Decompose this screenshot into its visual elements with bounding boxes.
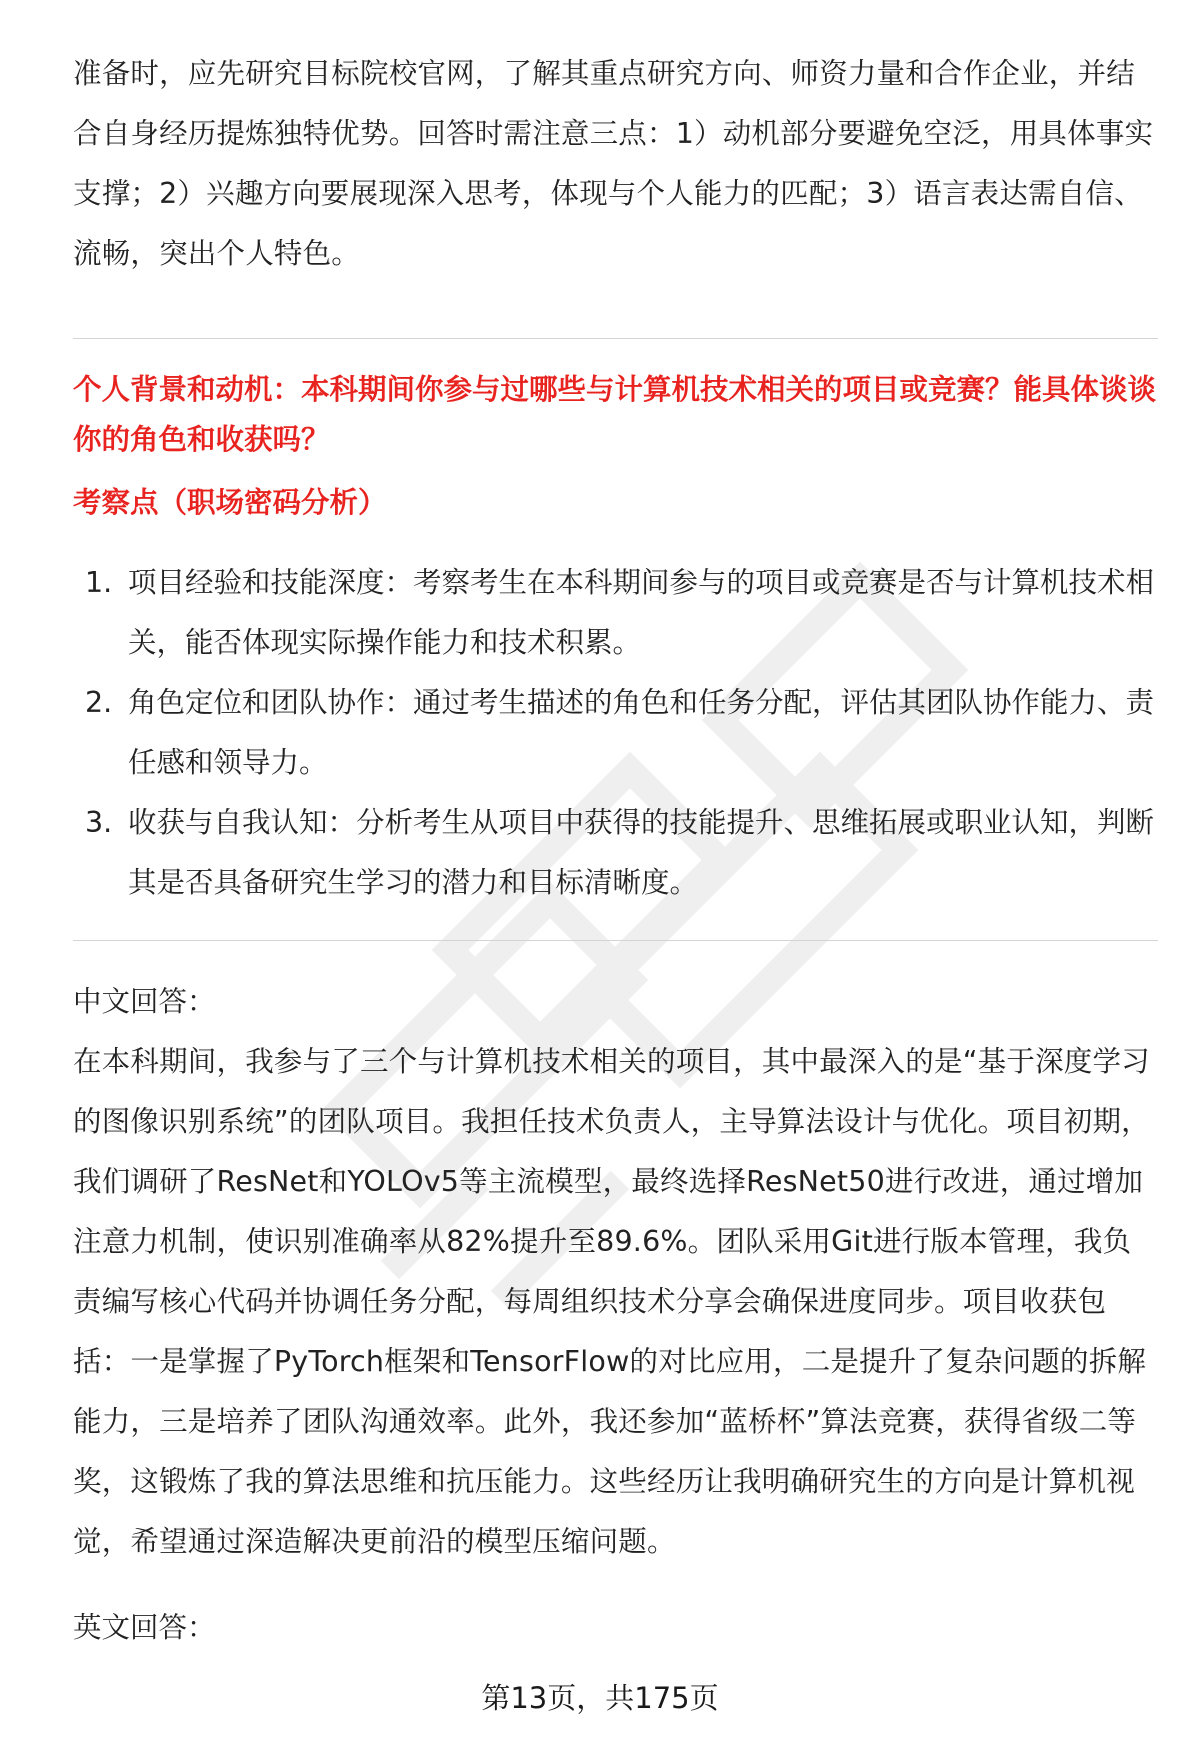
english-answer-label: 英文回答： [73, 1611, 216, 1644]
chinese-answer-text: 在本科期间，我参与了三个与计算机技术相关的项目，其中最深入的是“基于深度学习的图像识别系统”的团队项目。我担任技术负责人，主导算法设计与优化。项目初期，我们调研了ResNet和YOLOv5等主流模型，最终选择ResNet50进行改进，通过增加注意力机制，使识别准确率从82%提升至89.6%。团队采用Git进行版本管理，我负责编写核心代码并协调任务分配，每周组织技术分享会确保进度同步。项目收获包括：一是掌握了PyTorch框架和TensorFlow的对比应用，二是提升了复杂问题的拆解能力，三是培养了团队沟通效率。此外，我还参加“蓝桥杯”算法竞赛，获得省级二等奖，这锻炼了我的算法思维和抗压能力。这些经历让我明确研究生的方向是计算机视觉，希望通过深造解决更前沿的模型压缩问题。 [73, 1045, 1150, 1558]
focus-list [73, 553, 1158, 913]
chinese-answer-label: 中文回答： [73, 985, 216, 1018]
list-item-text: 角色定位和团队协作：通过考生描述的角色和任务分配，评估其团队协作能力、责任感和领导力。 [128, 686, 1155, 779]
page-number-footer: 第13页，共175页 [481, 1681, 719, 1715]
focus-item-1 [73, 553, 1158, 673]
list-number: 1. [85, 566, 113, 599]
focus-heading: 考察点（职场密码分析） [73, 486, 387, 519]
focus-item-2 [73, 673, 1158, 793]
list-item-text: 项目经验和技能深度：考察考生在本科期间参与的项目或竞赛是否与计算机技术相关，能否体现实际操作能力和技术积累。 [128, 566, 1155, 659]
intro-paragraph: 准备时，应先研究目标院校官网，了解其重点研究方向、师资力量和合作企业，并结合自身经历提炼独特优势。回答时需注意三点：1）动机部分要避免空泛，用具体事实支撑；2）兴趣方向要展现深入思考，体现与个人能力的匹配；3）语言表达需自信、流畅，突出个人特色。 [73, 57, 1154, 270]
section-divider-top [73, 338, 1158, 339]
list-number: 2. [85, 686, 113, 719]
section-divider-bottom [73, 940, 1158, 941]
list-item-text: 收获与自我认知：分析考生从项目中获得的技能提升、思维拓展或职业认知，判断其是否具备研究生学习的潜力和目标清晰度。 [128, 806, 1155, 899]
list-number: 3. [85, 806, 113, 839]
question-title: 个人背景和动机：本科期间你参与过哪些与计算机技术相关的项目或竞赛？能具体谈谈你的角色和收获吗？ [73, 373, 1157, 456]
focus-item-3 [73, 793, 1158, 913]
